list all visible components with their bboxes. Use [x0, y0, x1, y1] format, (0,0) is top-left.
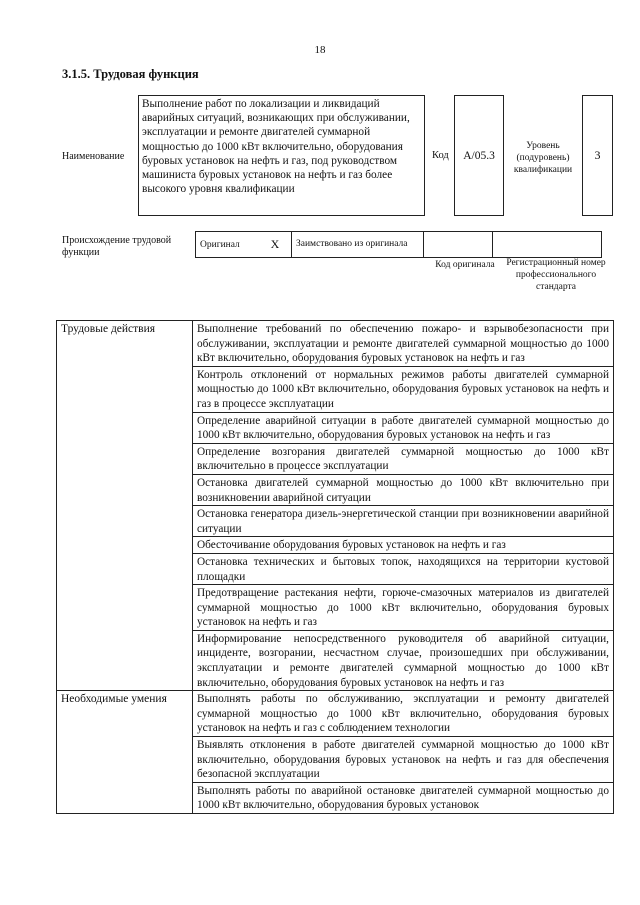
level-value: 3: [582, 95, 613, 216]
page-number: 18: [314, 44, 326, 56]
origin-table: [195, 231, 602, 258]
list-item: Обесточивание оборудования буровых установок на нефть и газ: [193, 537, 614, 554]
code-caption: Код оригинала: [435, 260, 495, 270]
list-item: Остановка генератора дизель-энергетической станции при возникновении аварийной ситуации: [193, 506, 614, 537]
origin-label: Происхождение трудовой функции: [62, 235, 172, 258]
original-mark: X: [259, 232, 292, 258]
name-label: Наименование: [62, 151, 125, 162]
registration-caption: Регистрационный номер профессионального стандарта: [506, 258, 606, 292]
section-heading: Трудовые действия: [57, 321, 193, 691]
list-item: Выполнять работы по аварийной остановке двигателей суммарной мощностью до 1000 кВт включительно, оборудования буровых установок: [193, 782, 614, 813]
list-item: Определение аварийной ситуации в работе двигателей суммарной мощностью до 1000 кВт включительно, оборудования буровых установок на нефть и газ: [193, 412, 614, 443]
section-title: 3.1.5. Трудовая функция: [62, 67, 199, 81]
list-item: Предотвращение растекания нефти, горюче-смазочных материалов из двигателей суммарной мощностью до 1000 кВт включительно, оборудования буровых установок на нефть и газ: [193, 585, 614, 631]
list-item: Определение возгорания двигателей суммарной мощностью до 1000 кВт включительно в процессе эксплуатации: [193, 443, 614, 474]
table-row: [57, 321, 614, 367]
code-label: Код: [432, 150, 449, 161]
registration-number-cell: [493, 232, 602, 258]
list-item: Выполнение требований по обеспечению пожаро- и взрывобезопасности при обслуживании, эксплуатации и ремонте двигателей суммарной мощностью до 1000 кВт включительно, оборудования буровых установок на нефть и газ: [193, 321, 614, 367]
list-item: Выявлять отклонения в работе двигателей суммарной мощностью до 1000 кВт включительно, оборудования буровых установок на нефть и газ для обеспечения безопасной эксплуатации: [193, 737, 614, 783]
list-item: Выполнять работы по обслуживанию, эксплуатации и ремонту двигателей суммарной мощностью до 1000 кВт включительно, оборудования буровых установок на нефть и газ с соблюдением технологии: [193, 691, 614, 737]
level-label: Уровень (подуровень) квалификации: [513, 141, 573, 175]
table-row: [57, 691, 614, 737]
list-item: Контроль отклонений от нормальных режимов работы двигателей суммарной мощностью до 1000 кВт включительно, оборудования буровых установок на нефть и газ в процессе эксплуатации: [193, 366, 614, 412]
requirements-table: [56, 320, 614, 814]
list-item: Остановка двигателей суммарной мощностью до 1000 кВт включительно при возникновении аварийной ситуации: [193, 474, 614, 505]
list-item: Информирование непосредственного руководителя об аварийной ситуации, инциденте, возгорании, несчастном случае, произошедших при обслуживании, эксплуатации и ремонте двигателей суммарной мощностью до 1000 кВт включительно, оборудования буровых установок на нефть и газ: [193, 630, 614, 690]
original-label: Оригинал: [196, 232, 260, 258]
original-code-cell: [424, 232, 493, 258]
section-heading: Необходимые умения: [57, 691, 193, 814]
list-item: Остановка технических и бытовых топок, находящихся на территории кустовой площадки: [193, 553, 614, 584]
borrowed-label: Заимствовано из оригинала: [292, 232, 424, 258]
code-value: А/05.3: [454, 95, 504, 216]
function-name-value: Выполнение работ по локализации и ликвидаций аварийных ситуаций, возникающих при обслуживании, эксплуатации и ремонте двигателей суммарной мощностью до 1000 кВт включительно, оборудования буровых установок на нефть и газ, под руководством машиниста буровых установок на нефть и газ более высокого уровня квалификации: [138, 95, 425, 216]
